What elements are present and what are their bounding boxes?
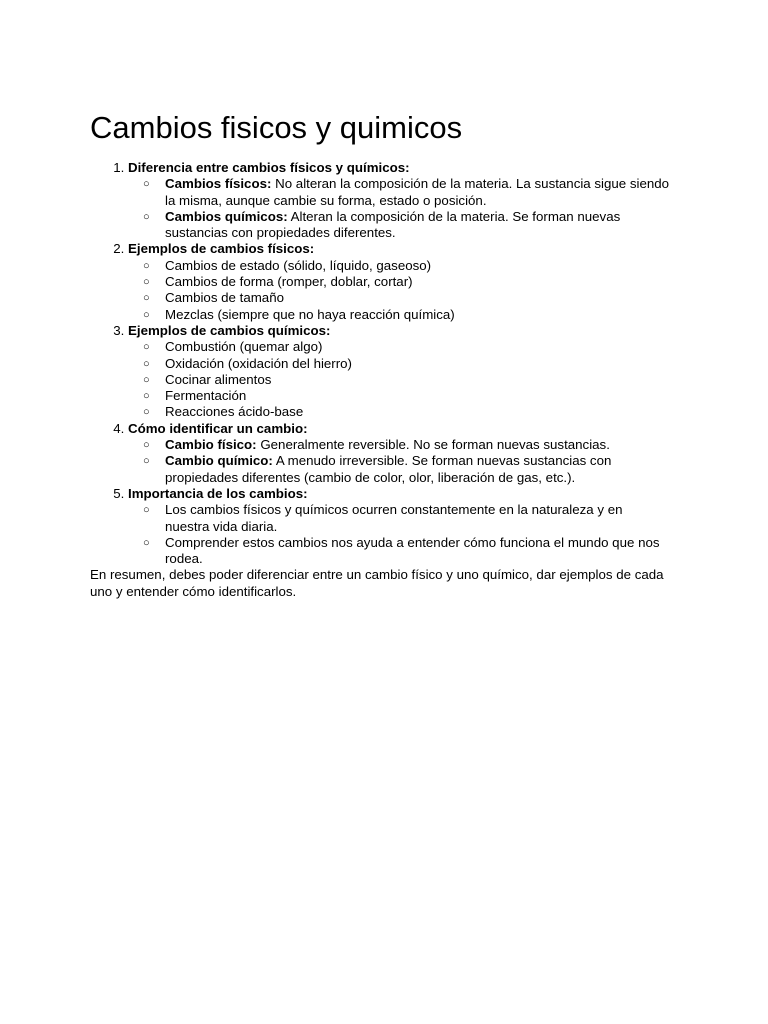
bullet-list: [128, 339, 670, 420]
bullet-item: [143, 208, 670, 242]
bullet-item: [143, 274, 670, 290]
bullet-icon: ○: [143, 536, 150, 549]
section-list: [90, 160, 670, 567]
bullet-item: [143, 371, 670, 388]
bullet-icon: ○: [143, 178, 150, 191]
item-term: Cambio químico:: [165, 453, 273, 469]
bullet-item: [143, 502, 670, 535]
item-text: Fermentación: [165, 388, 247, 404]
bullet-item: [143, 388, 670, 404]
document-body: [90, 108, 670, 600]
section-heading: Diferencia entre cambios físicos y químicos:: [128, 160, 410, 175]
bullet-icon: ○: [143, 439, 150, 452]
bullet-list: [128, 437, 670, 486]
item-text: Los cambios físicos y químicos ocurren constantemente en la naturaleza y en nuestra vida diaria.: [165, 502, 623, 534]
item-text: Generalmente reversible. No se forman nuevas sustancias.: [256, 437, 610, 453]
bullet-icon: ○: [143, 276, 150, 289]
bullet-icon: ○: [143, 455, 150, 468]
bullet-icon: ○: [143, 308, 150, 321]
bullet-item: [143, 404, 670, 420]
item-text: Comprender estos cambios nos ayuda a entender cómo funciona el mundo que nos rodea.: [165, 534, 660, 567]
bullet-icon: ○: [143, 357, 150, 370]
item-text: A menudo irreversible. Se forman nuevas sustancias con propiedades diferentes (cambio de color, olor, liberación de gas, etc.).: [165, 453, 612, 485]
item-text: Mezclas (siempre que no haya reacción química): [165, 306, 455, 322]
item-text: Oxidación (oxidación del hierro): [165, 355, 352, 371]
item-term: Cambios químicos:: [165, 208, 288, 224]
bullet-item: [143, 290, 670, 306]
bullet-icon: ○: [143, 259, 150, 272]
bullet-icon: ○: [143, 390, 150, 403]
summary-paragraph: En resumen, debes poder diferenciar entre un cambio físico y uno químico, dar ejemplos de cada uno y entender cómo identificarlos.: [90, 567, 664, 599]
section-item: [128, 241, 670, 322]
item-text: Cocinar alimentos: [165, 371, 272, 387]
bullet-list: [128, 258, 670, 323]
bullet-icon: ○: [143, 373, 150, 386]
bullet-icon: ○: [143, 341, 150, 354]
bullet-item: [143, 176, 670, 209]
item-text: Cambios de tamaño: [165, 290, 284, 306]
section-heading: Ejemplos de cambios químicos:: [128, 322, 331, 338]
bullet-item: [143, 257, 670, 274]
bullet-list: [128, 176, 670, 241]
bullet-item: [143, 306, 670, 323]
item-text: Combustión (quemar algo): [165, 339, 323, 355]
section-item: [128, 323, 670, 421]
bullet-list: [128, 502, 670, 567]
bullet-item: [143, 339, 670, 355]
item-text: Cambios de estado (sólido, líquido, gaseoso): [165, 257, 432, 273]
section-heading: Ejemplos de cambios físicos:: [128, 241, 315, 257]
item-text: Reacciones ácido-base: [165, 404, 304, 420]
bullet-icon: ○: [143, 292, 150, 305]
item-text: No alteran la composición de la materia. La sustancia sigue siendo la misma, aunque cambie su forma, estado o posición.: [165, 176, 670, 208]
item-text: Cambios de forma (romper, doblar, cortar): [165, 274, 413, 290]
section-item: [128, 486, 670, 567]
item-text: Alteran la composición de la materia. Se forman nuevas sustancias con propiedades diferentes.: [165, 208, 621, 241]
bullet-icon: ○: [143, 406, 150, 419]
bullet-item: [143, 355, 670, 372]
section-item: [128, 421, 670, 486]
bullet-icon: ○: [143, 504, 150, 517]
document-title: Cambios fisicos y quimicos: [90, 110, 463, 145]
item-term: Cambios físicos:: [165, 176, 272, 192]
section-item: [128, 160, 670, 241]
bullet-item: [143, 453, 670, 486]
item-term: Cambio físico:: [165, 437, 257, 453]
bullet-item: [143, 534, 670, 568]
bullet-item: [143, 437, 670, 453]
section-heading: Cómo identificar un cambio:: [128, 420, 308, 436]
section-heading: Importancia de los cambios:: [128, 485, 308, 501]
bullet-icon: ○: [143, 210, 150, 223]
